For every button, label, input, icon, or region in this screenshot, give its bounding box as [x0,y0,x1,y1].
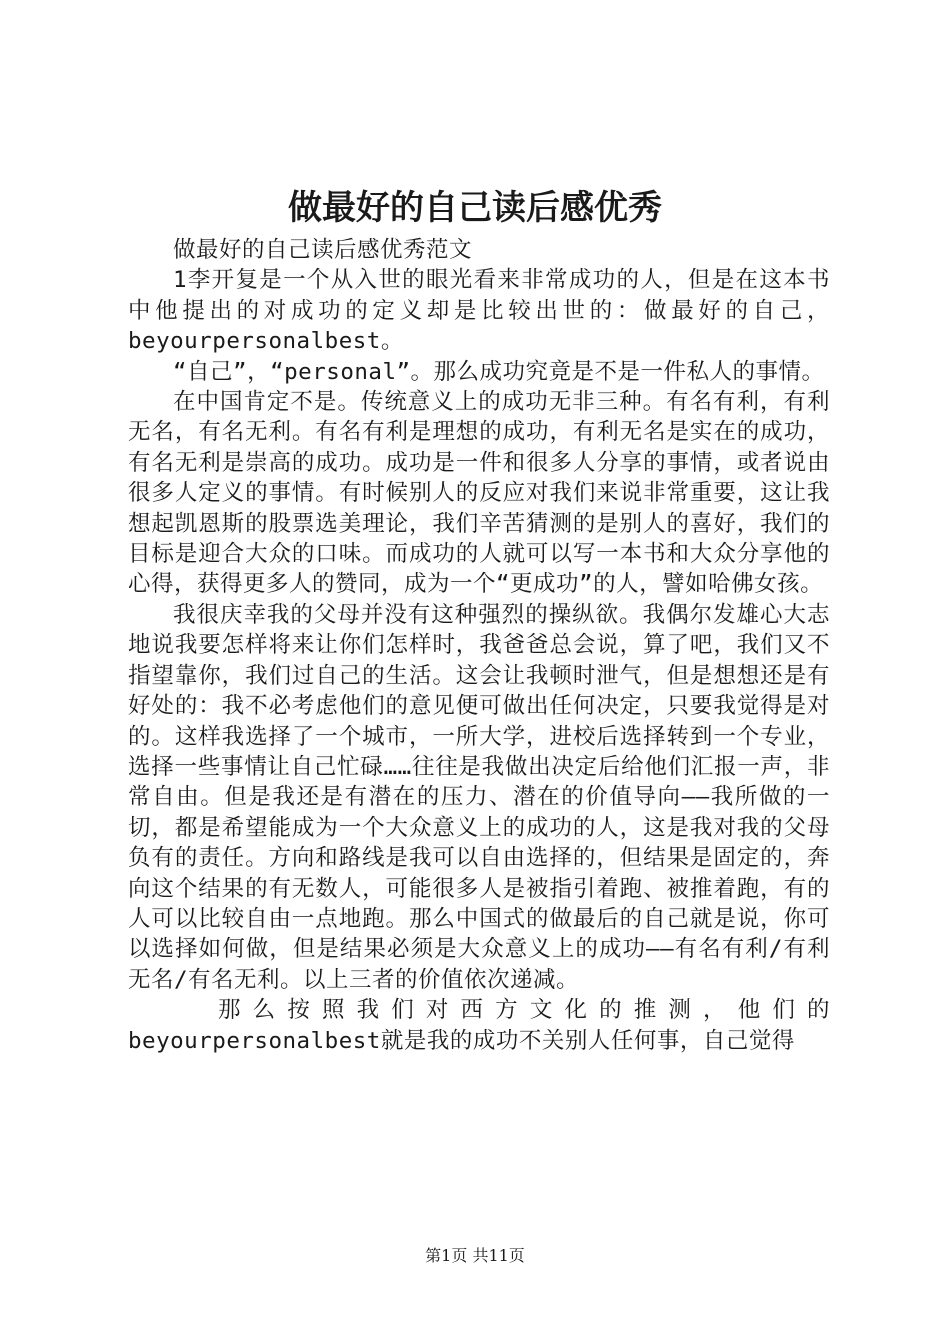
paragraph-1: 1李开复是一个从入世的眼光看来非常成功的人，但是在这本书中他提出的对成功的定义却是比较出世的：做最好的自己，beyourpersonalbest。 [128,267,830,355]
paragraph-subtitle: 做最好的自己读后感优秀范文 [173,237,473,263]
paragraph-4: 我很庆幸我的父母并没有这种强烈的操纵欲。我偶尔发雄心大志地说我要怎样将来让你们怎样时，我爸爸总会说，算了吧，我们又不指望靠你，我们过自己的生活。这会让我顿时泄气，但是想想还是有好处的：我不必考虑他们的意见便可做出任何决定，只要我觉得是对的。这样我选择了一个城市，一所大学，进校后选择转到一个专业，选择一些事情让自己忙碌……往往是我做出决定后给他们汇报一声，非常自由。但是我还是有潜在的压力、潜在的价值导向——我所做的一切，都是希望能成为一个大众意义上的成功的人，这是我对我的父母负有的责任。方向和路线是我可以自由选择的，但结果是固定的，奔向这个结果的有无数人，可能很多人是被指引着跑、被推着跑，有的人可以比较自由一点地跑。那么中国式的做最后的自己就是说，你可以选择如何做，但是结果必须是大众意义上的成功——有名有利/有利无名/有名无利。以上三者的价值依次递减。 [128,601,830,993]
paragraph-3: 在中国肯定不是。传统意义上的成功无非三种。有名有利，有利无名，有名无利。有名有利是理想的成功，有利无名是实在的成功，有名无利是崇高的成功。成功是一件和很多人分享的事情，或者说由很多人定义的事情。有时候别人的反应对我们来说非常重要，这让我想起凯恩斯的股票选美理论，我们辛苦猜测的是别人的喜好，我们的目标是迎合大众的口味。而成功的人就可以写一本书和大众分享他的心得，获得更多人的赞同，成为一个“更成功”的人，譬如哈佛女孩。 [128,389,830,598]
paragraph-2: “自己”，“personal”。那么成功究竟是不是一件私人的事情。 [173,358,825,385]
document-title: 做最好的自己读后感优秀 [288,188,662,228]
paragraph-5: 那么按照我们对西方文化的推测，他们的beyourpersonalbest就是我的成功不关别人任何事，自己觉得 [128,997,830,1054]
page-footer: 第1页 共11页 [425,1246,525,1265]
document-body [128,235,830,1056]
